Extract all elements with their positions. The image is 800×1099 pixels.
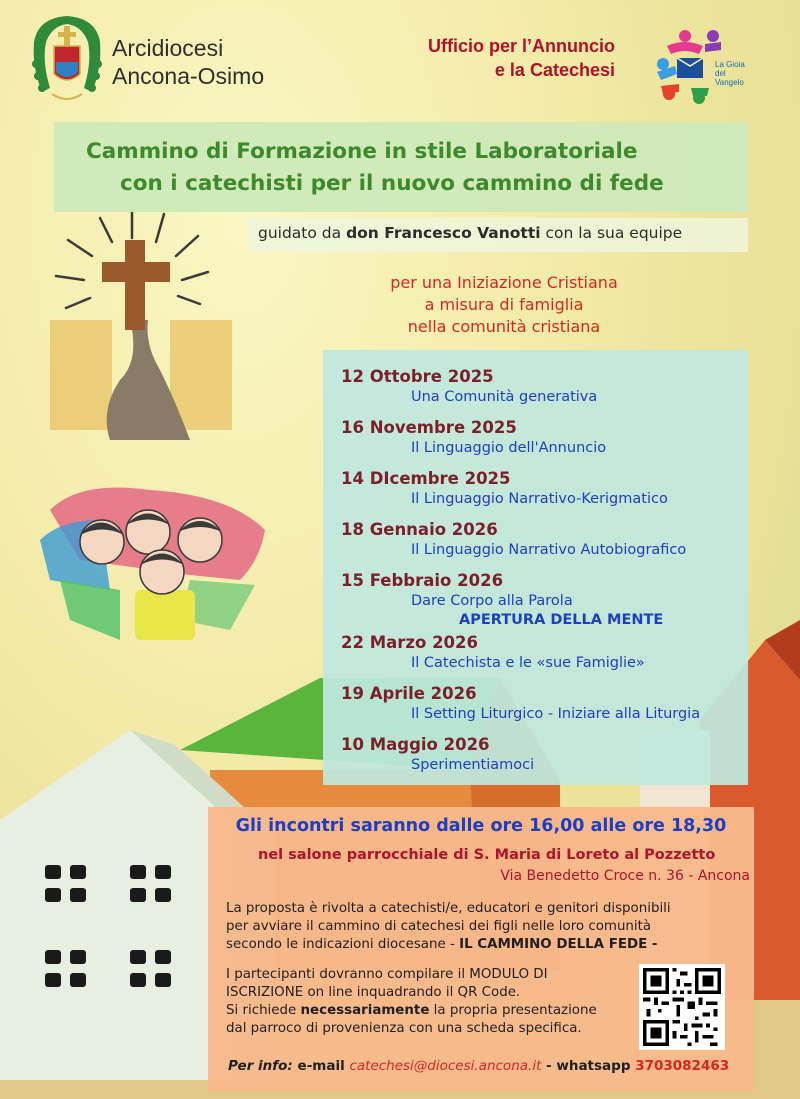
schedule-item [341,683,741,724]
event-topic-emphasis: APERTURA DELLA MENTE [459,612,664,628]
event-date: 14 DIcembre 2025 [341,469,511,488]
guide-prefix: guidato da [258,224,347,242]
event-date: 19 Aprile 2026 [341,684,477,703]
meeting-venue: nel salone parrocchiale di S. Maria di Loreto al Pozzetto [258,847,716,863]
event-topic: Il Catechista e le «sue Famiglie» [411,655,645,671]
registration-line1: I partecipanti dovranno compilare il MODULO DI [226,967,548,982]
registration-emphasis: necessariamente [300,1003,430,1018]
audience-line1: La proposta è rivolta a catechisti/e, educatori e genitori disponibili [226,901,671,916]
email-link[interactable]: catechesi@diocesi.ancona.it [349,1058,542,1074]
schedule-item [341,366,741,407]
office-line1: Ufficio per l’Annuncio [428,36,615,56]
contact-line [228,1058,729,1074]
event-topic: Il Linguaggio dell'Annuncio [411,440,607,456]
meeting-address: Via Benedetto Croce n. 36 - Ancona [500,868,750,884]
diocese-line1: Arcidiocesi [112,35,224,61]
title-line1: Cammino di Formazione in stile Laboratoriale [86,139,638,164]
schedule-item [341,417,741,458]
schedule-item [341,570,741,630]
logo-text [715,60,755,87]
event-date: 12 Ottobre 2025 [341,367,494,386]
subtitle-line3: nella comunità cristiana [407,317,601,336]
event-date: 10 Maggio 2026 [341,735,490,754]
audience-line3 [226,936,746,954]
diocese-name [112,34,264,90]
phone-number[interactable]: 3703082463 [635,1058,730,1074]
schedule-item [341,519,741,560]
event-topic: Una Comunità generativa [411,389,598,405]
registration-paragraph [226,966,626,1038]
guide-name: don Francesco Vanotti [346,224,541,242]
meeting-hours: Gli incontri saranno dalle ore 16,00 alle ore 18,30 [235,816,727,836]
event-subtitle [354,272,654,338]
office-line2: e la Catechesi [494,60,615,80]
event-date: 15 Febbraio 2026 [341,571,504,590]
event-date: 16 Novembre 2025 [341,418,517,437]
children-illustration [40,480,270,650]
gioia-del-vangelo-logo [655,26,755,106]
registration-line4: dal parroco di provenienza con una scheda specifica. [226,1021,582,1036]
event-topic: Sperimentiamoci [411,757,535,773]
event-date: 18 Gennaio 2026 [341,520,498,539]
whatsapp-label: - whatsapp [541,1058,636,1074]
registration-qr-code[interactable] [639,964,725,1050]
audience-line3-text: secondo le indicazioni diocesane - [226,937,460,952]
guide-text [258,224,682,242]
logo-line2: del Vangelo [715,69,744,87]
contact-label: Per info: [228,1058,293,1074]
audience-line2: per avviare il cammino di catechesi dei figli nelle loro comunità [226,919,652,934]
event-topic: Dare Corpo alla Parola [411,593,573,609]
schedule-item [341,468,741,509]
event-title [54,136,748,200]
title-line2: con i catechisti per il nuovo cammino di fede [120,171,664,196]
registration-line3b: la propria presentazione [429,1003,597,1018]
diocese-line2: Ancona-Osimo [112,63,265,89]
coat-of-arms-icon [28,12,106,108]
event-topic: Il Linguaggio Narrativo Autobiografico [411,542,687,558]
subtitle-line2: a misura di famiglia [424,295,584,314]
logo-line1: La Gioia [715,60,745,69]
schedule-list [341,366,741,785]
event-topic: Il Linguaggio Narrativo-Kerigmatico [411,491,668,507]
registration-line2: ISCRIZIONE on line inquadrando il QR Code. [226,985,521,1000]
event-date: 22 Marzo 2026 [341,633,479,652]
subtitle-line1: per una Iniziazione Cristiana [390,273,618,292]
audience-emphasis: IL CAMMINO DELLA FEDE - [459,937,658,952]
audience-paragraph [226,900,746,954]
registration-line3a: Si richiede [226,1003,301,1018]
registration-line3 [226,1002,626,1020]
office-name [428,34,615,82]
cross-illustration [40,200,240,460]
qr-code-icon [643,968,721,1046]
email-label: e-mail [292,1058,350,1074]
guide-suffix: con la sua equipe [540,224,683,242]
event-topic: Il Setting Liturgico - Iniziare alla Liturgia [411,706,701,722]
schedule-item [341,734,741,775]
schedule-item [341,632,741,673]
